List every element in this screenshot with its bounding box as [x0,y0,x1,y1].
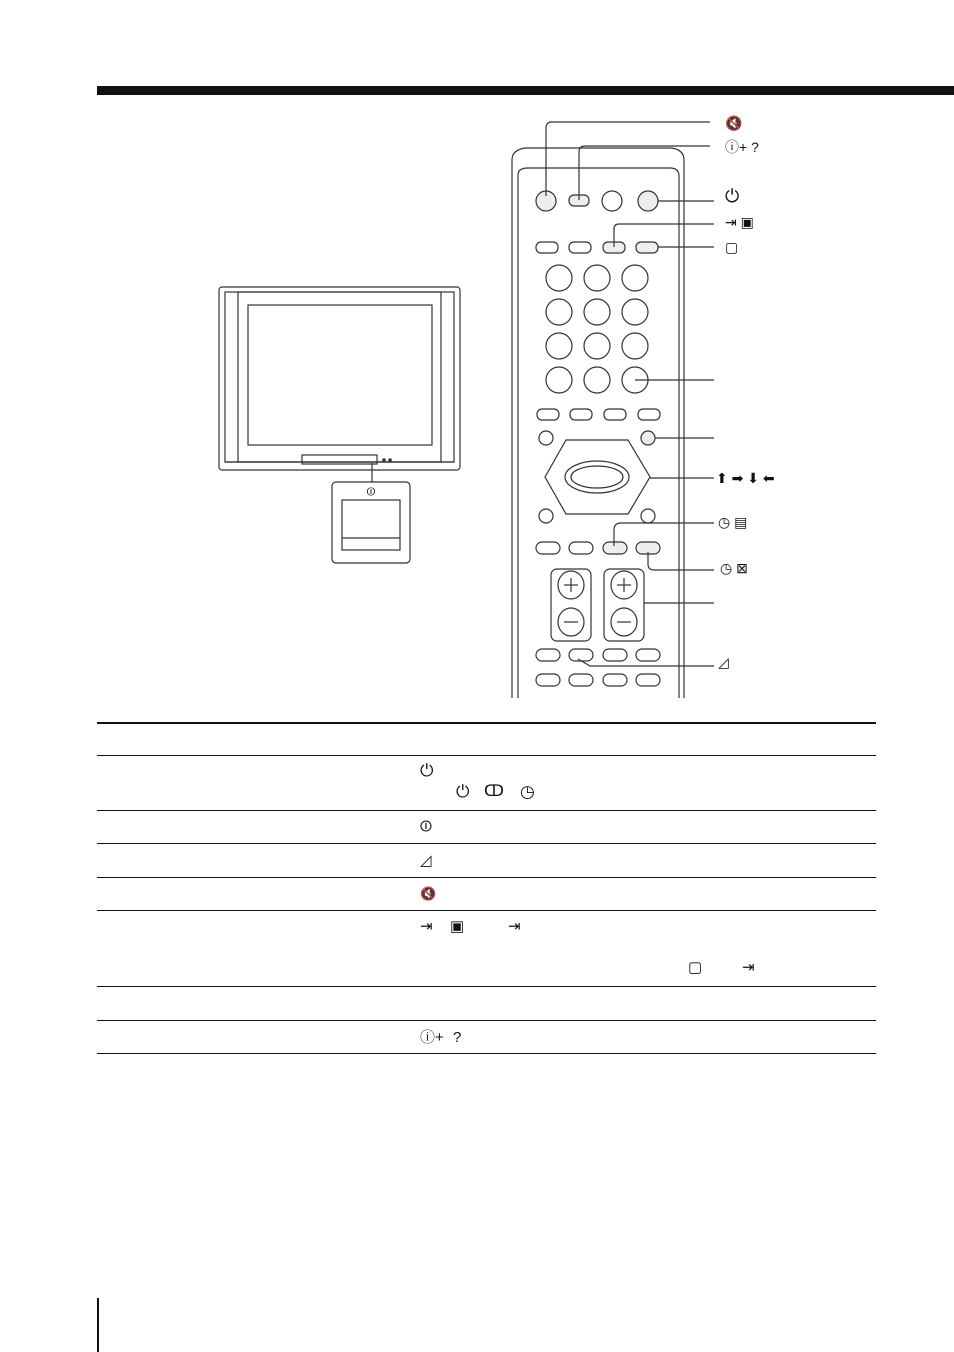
timer-icon: ◷ [520,782,535,801]
table-rule [97,755,876,756]
page-margin-mark [97,1298,99,1352]
input-icon: ⇥ [508,918,521,935]
tv-front-panel [302,455,377,464]
standby-icon: ⏻ [725,186,740,206]
table-rule [97,810,876,811]
input-icon: ⇥ [420,918,433,935]
standby-button [638,191,658,211]
tv-bezel [238,292,441,462]
table-rule [97,843,876,844]
standby-icon: ⏻ [420,761,434,780]
input-icon: ⇥ ▣ [725,214,754,230]
mute-icon: 🔇 [420,886,437,901]
arrow-keys-icon: ⬆ ➡ ⬇ ⬅ [716,470,775,486]
tv-set [219,287,460,563]
input-icon: ⇥ [742,959,755,976]
remote-outline [512,148,684,698]
tv-mode-icon: ▢ [725,239,739,255]
power-icon: ⏼ [420,818,432,835]
blank-button [602,191,622,211]
table-rule [97,910,876,911]
direction-pad [545,440,650,514]
info-icon: ⓘ+ [420,1029,444,1046]
table-rule [97,1020,876,1021]
info-icon: ⓘ+ ? [725,139,759,155]
tv-button [636,242,658,253]
tv-power-icon: ⏼ [366,485,376,498]
timer-cancel-icon: ◷ ⊠ [720,560,748,576]
tv-cabinet [219,287,460,470]
table-rule [97,986,876,987]
table-top-rule [97,722,876,724]
table-bottom-rule [97,1053,876,1054]
volume-icon: ◿ [420,852,432,869]
help-icon: ? [453,1029,462,1046]
dual-sound-icon: ↀ [484,783,504,800]
screen-icon: ▣ [450,918,465,935]
mute-icon: 🔇 [725,115,743,131]
table-rule [97,877,876,878]
tv-power-switch [342,500,400,550]
standby-icon: ⏻ [456,782,470,801]
timer-info-icon: ◷ ▤ [718,514,748,530]
volume-icon: ◿ [718,654,729,670]
tv-inner-frame [225,292,454,462]
tv-mode-icon: ▢ [688,959,703,976]
tv-screen [248,305,432,445]
remote-control [512,148,684,698]
